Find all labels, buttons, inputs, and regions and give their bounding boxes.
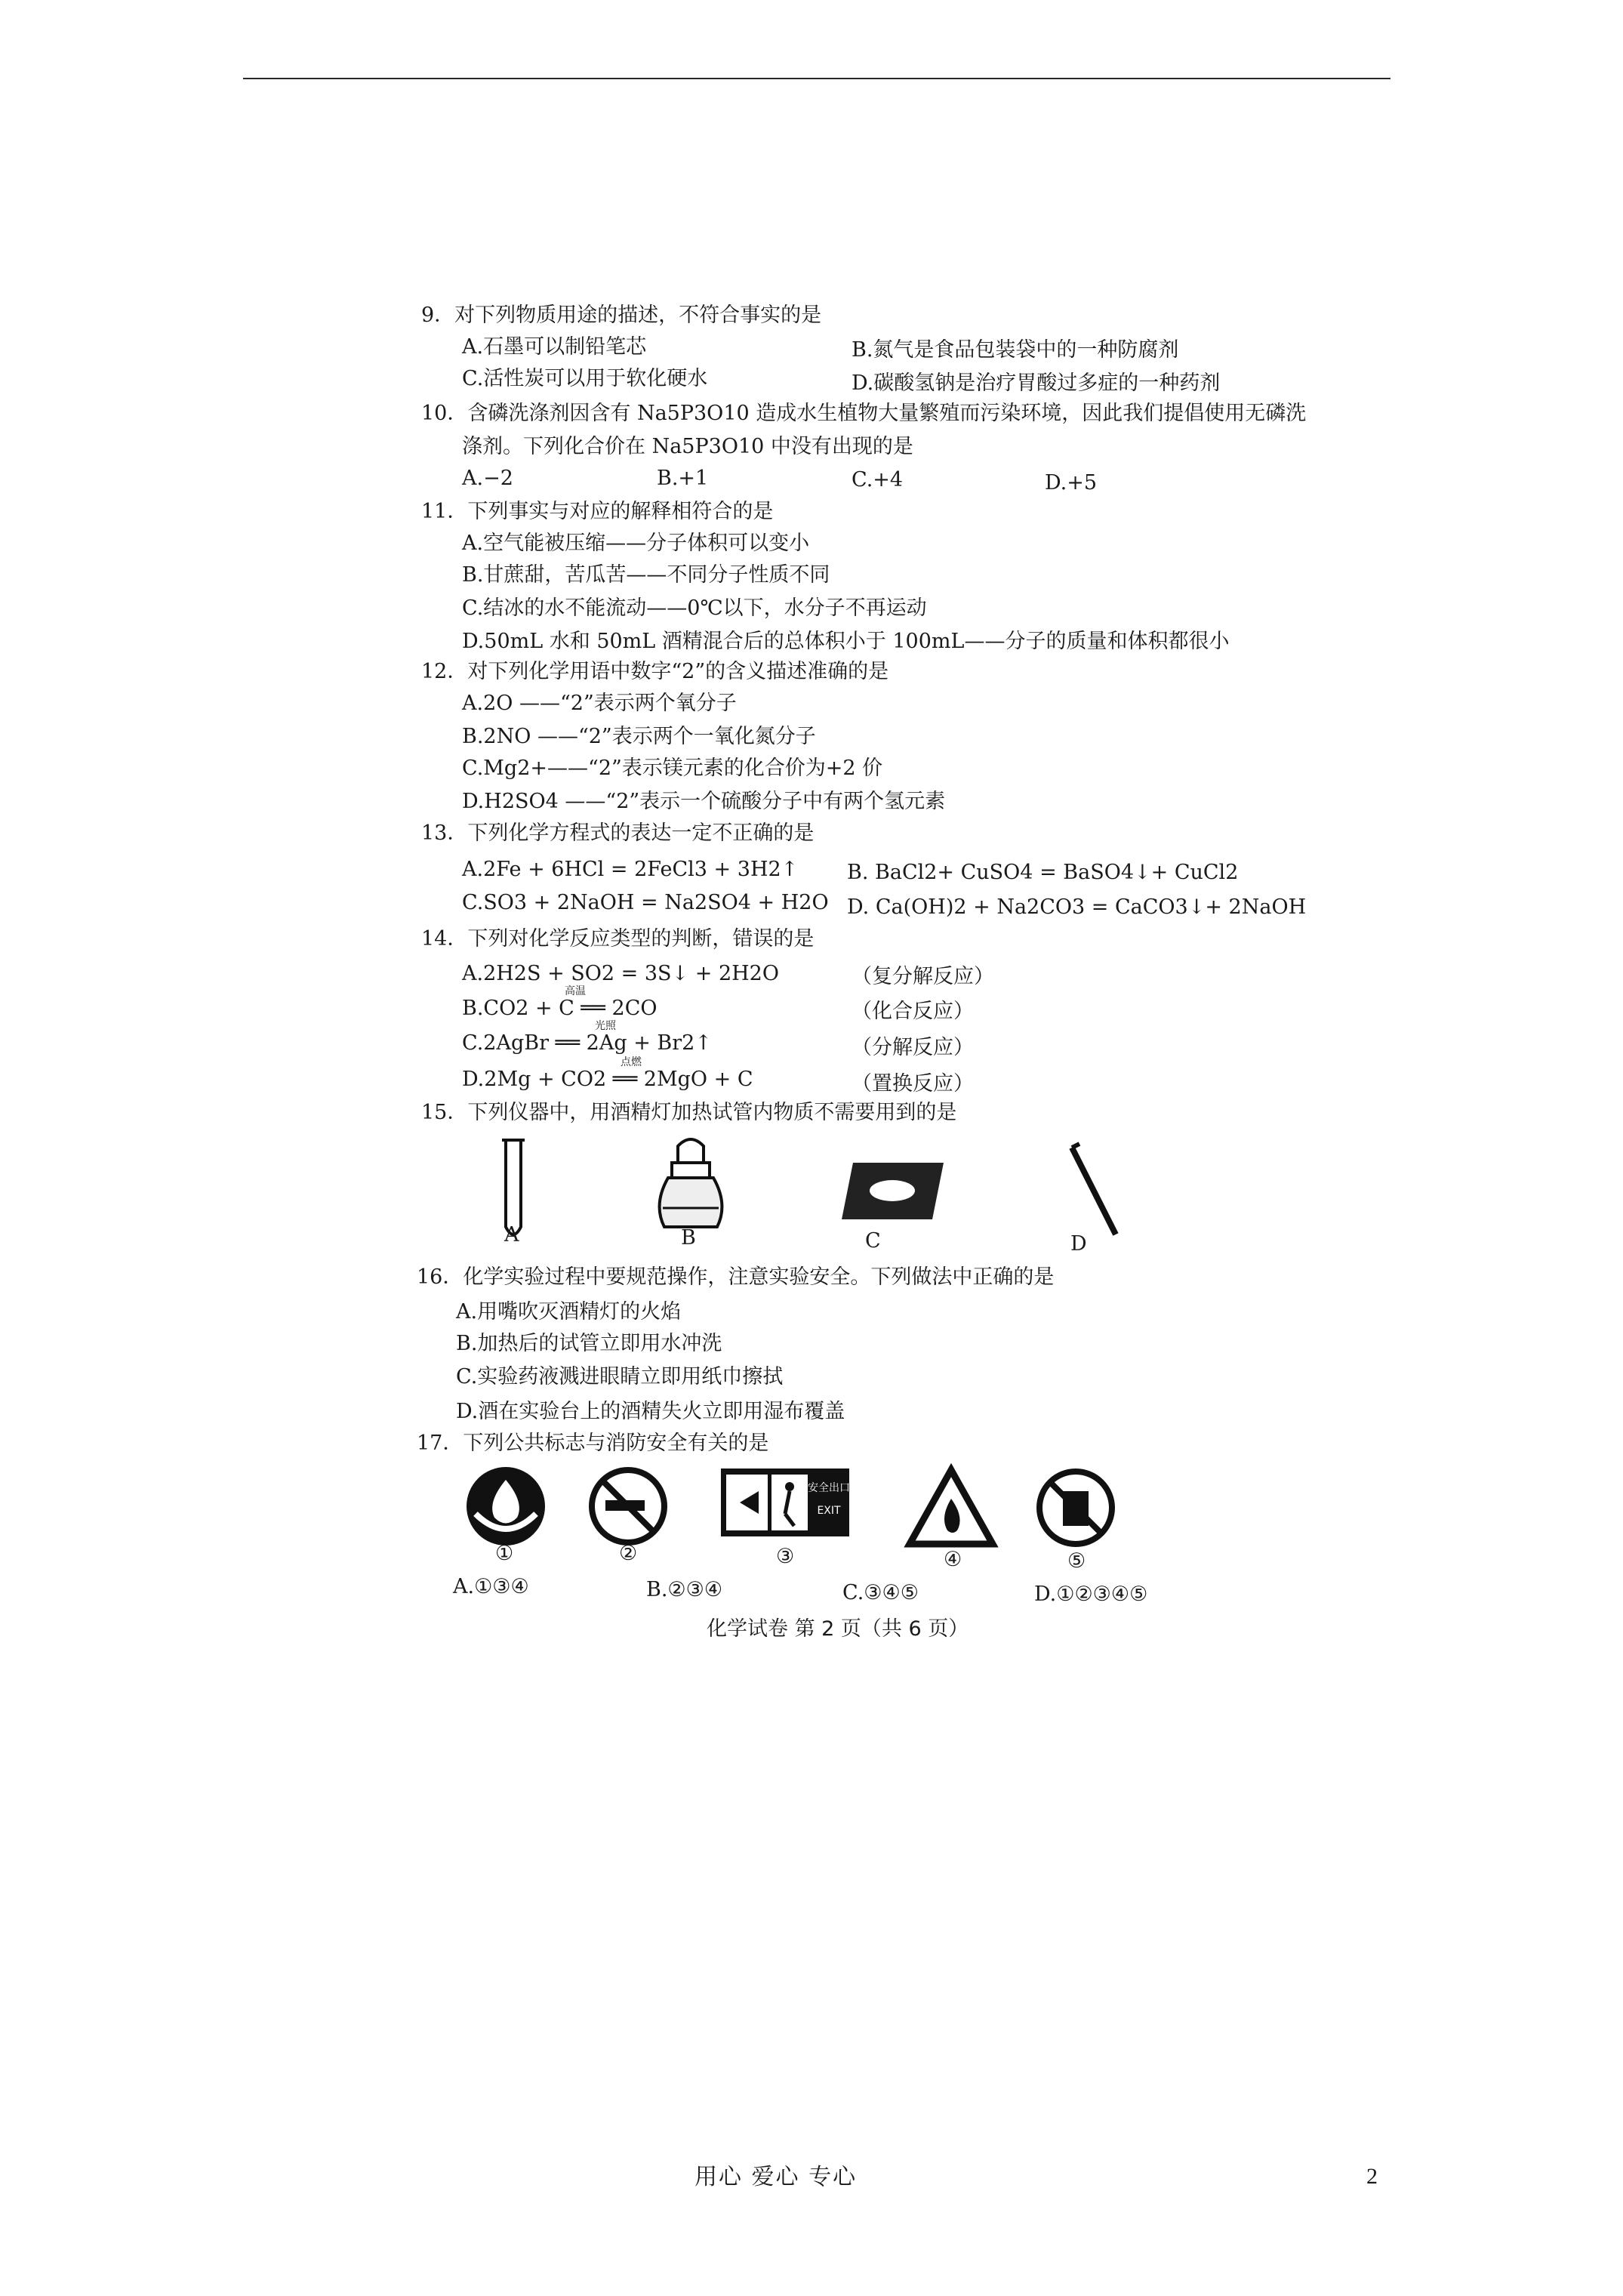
q14-option-b-type: （化合反应） xyxy=(852,1000,974,1023)
test-tube-clamp-icon xyxy=(1072,1144,1116,1234)
q12-stem: 12．对下列化学用语中数字“2”的含义描述准确的是 xyxy=(421,660,889,683)
q15-label-a: A xyxy=(504,1223,519,1247)
q12-option-c: C.Mg2+——“2”表示镁元素的化合价为+2 价 xyxy=(462,757,883,780)
exit-sign-icon xyxy=(721,1469,850,1536)
q16-stem: 16．化学实验过程中要规范操作，注意实验安全。下列做法中正确的是 xyxy=(417,1265,1055,1289)
q15-label-b: B xyxy=(681,1226,696,1250)
q16-option-d: D.酒在实验台上的酒精失火立即用湿布覆盖 xyxy=(456,1400,845,1423)
q14-option-d-type: （置换反应） xyxy=(852,1072,974,1096)
q10-option-c: C.+4 xyxy=(852,468,904,492)
q14-b-condition: 高温 xyxy=(565,985,586,997)
q14-option-c: C.2AgBr ══ 2Ag + Br2↑ xyxy=(462,1031,712,1055)
q15-stem: 15．下列仪器中，用酒精灯加热试管内物质不需要用到的是 xyxy=(421,1101,957,1124)
q14-option-a-type: （复分解反应） xyxy=(852,965,994,988)
top-rule xyxy=(243,78,1390,79)
q9-option-a: A.石墨可以制铅笔芯 xyxy=(462,335,647,359)
q17-option-d: D.①②③④⑤ xyxy=(1034,1583,1148,1606)
exam-page-footer: 化学试卷 第 2 页（共 6 页） xyxy=(707,1617,969,1641)
q15-label-c: C xyxy=(865,1229,881,1253)
water-saving-sign-icon xyxy=(467,1467,545,1546)
q17-signs xyxy=(453,1461,1147,1567)
q11-option-c: C.结冰的水不能流动——0℃以下，水分子不再运动 xyxy=(462,596,927,620)
sign-number-2: ② xyxy=(619,1542,638,1565)
q17-option-c: C.③④⑤ xyxy=(842,1581,919,1604)
sign-number-4: ④ xyxy=(944,1548,962,1571)
no-burning-sign-icon xyxy=(1039,1472,1112,1544)
q9-stem: 9．对下列物质用途的描述，不符合事实的是 xyxy=(421,304,822,327)
q11-stem: 11．下列事实与对应的解释相符合的是 xyxy=(421,500,774,523)
sign-number-1: ① xyxy=(495,1542,514,1565)
test-tube-icon xyxy=(502,1140,525,1234)
q12-option-a: A.2O ——“2”表示两个氧分子 xyxy=(462,692,737,715)
q13-stem: 13．下列化学方程式的表达一定不正确的是 xyxy=(421,821,815,845)
gauze-mat-icon xyxy=(842,1163,944,1219)
sign-number-5: ⑤ xyxy=(1067,1549,1086,1573)
q17-option-a: A.①③④ xyxy=(453,1575,529,1598)
q10-stem-line2: 涤剂。下列化合价在 Na5P3O10 中没有出现的是 xyxy=(462,435,913,458)
q9-option-c: C.活性炭可以用于软化硬水 xyxy=(462,367,708,390)
q9-option-d: D.碳酸氢钠是治疗胃酸过多症的一种药剂 xyxy=(852,371,1221,395)
q16-option-b: B.加热后的试管立即用水冲洗 xyxy=(456,1332,722,1355)
q13-option-c: C.SO3 + 2NaOH = Na2SO4 + H2O xyxy=(462,891,829,914)
q11-option-b: B.甘蔗甜，苦瓜苦——不同分子性质不同 xyxy=(462,563,830,587)
q13-option-d: D. Ca(OH)2 + Na2CO3 = CaCO3↓+ 2NaOH xyxy=(847,895,1307,919)
q10-option-d: D.+5 xyxy=(1045,471,1098,495)
q13-option-b: B. BaCl2+ CuSO4 = BaSO4↓+ CuCl2 xyxy=(847,861,1239,884)
q15-label-d: D xyxy=(1070,1232,1087,1256)
q17-option-b: B.②③④ xyxy=(646,1578,723,1601)
q12-option-d: D.H2SO4 ——“2”表示一个硫酸分子中有两个氢元素 xyxy=(462,790,946,813)
q15-instruments xyxy=(483,1133,1238,1253)
q14-stem: 14．下列对化学反应类型的判断，错误的是 xyxy=(421,927,815,951)
q9-option-b: B.氮气是食品包装袋中的一种防腐剂 xyxy=(852,338,1179,362)
sign-number-3: ③ xyxy=(776,1545,795,1568)
q14-d-condition: 点燃 xyxy=(621,1056,642,1068)
alcohol-lamp-icon xyxy=(660,1139,722,1227)
flammable-warning-icon xyxy=(910,1470,993,1544)
q14-c-condition: 光照 xyxy=(595,1020,616,1032)
exit-sign-cn-text: 安全出口 xyxy=(808,1482,850,1494)
q17-stem: 17．下列公共标志与消防安全有关的是 xyxy=(417,1432,769,1455)
q13-option-a: A.2Fe + 6HCl = 2FeCl3 + 3H2↑ xyxy=(462,858,799,881)
q14-option-d: D.2Mg + CO2 ══ 2MgO + C xyxy=(462,1068,753,1091)
q11-option-d: D.50mL 水和 50mL 酒精混合后的总体积小于 100mL——分子的质量和体积都很小 xyxy=(462,630,1230,653)
no-smoking-sign-icon xyxy=(592,1470,664,1542)
q16-option-c: C.实验药液溅进眼睛立即用纸巾擦拭 xyxy=(456,1365,784,1388)
q10-stem-line1: 10．含磷洗涤剂因含有 Na5P3O10 造成水生植物大量繁殖而污染环境，因此我们提倡使用无磷洗 xyxy=(421,402,1307,425)
q10-option-b: B.+1 xyxy=(657,467,709,490)
page-number: 2 xyxy=(1366,2164,1378,2189)
q16-option-a: A.用嘴吹灭酒精灯的火焰 xyxy=(456,1300,682,1324)
exit-sign-en-text: EXIT xyxy=(817,1505,841,1517)
q14-option-c-type: （分解反应） xyxy=(852,1036,974,1059)
q14-option-a: A.2H2S + SO2 = 3S↓ + 2H2O xyxy=(462,962,779,985)
footer-motto: 用心 爱心 专心 xyxy=(694,2164,858,2190)
q12-option-b: B.2NO ——“2”表示两个一氧化氮分子 xyxy=(462,725,816,748)
q11-option-a: A.空气能被压缩——分子体积可以变小 xyxy=(462,532,810,555)
q10-option-a: A.−2 xyxy=(462,467,513,490)
q14-option-b: B.CO2 + C ══ 2CO xyxy=(462,997,658,1020)
